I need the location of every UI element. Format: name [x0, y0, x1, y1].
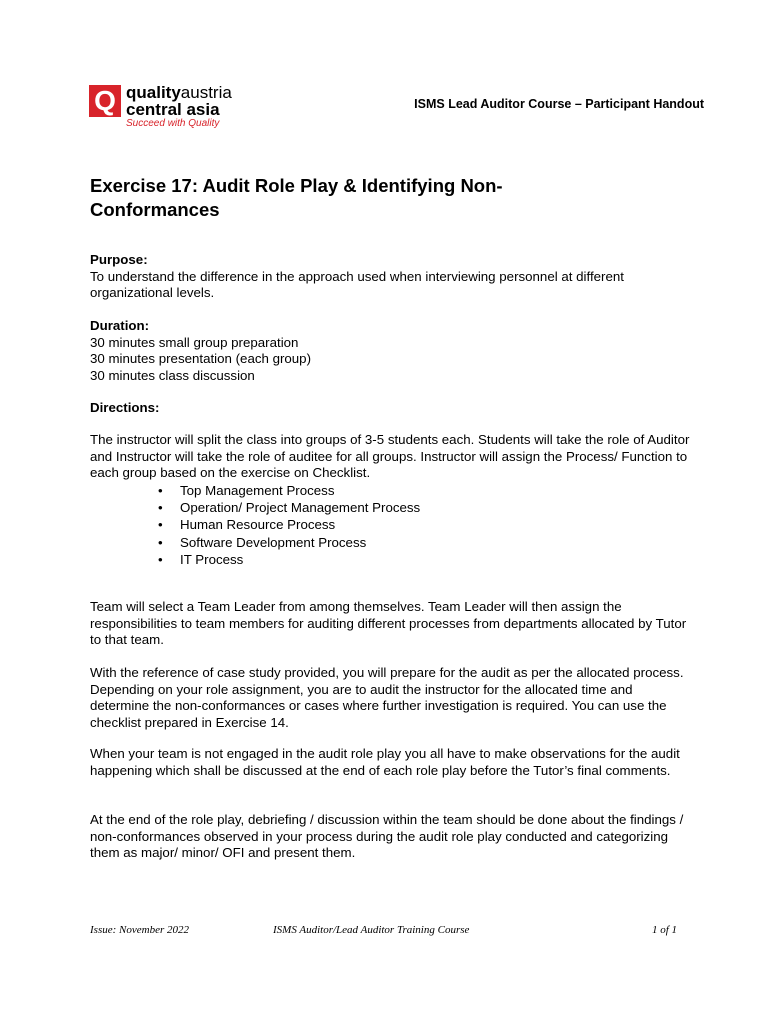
directions-intro: The instructor will split the class into groups of 3-5 students each. Students will take the role of Auditor and Instructor will take the role of auditee for all groups. Instructor will assign the Process/ Function to each group based on the exercise on Checklist.	[90, 432, 690, 481]
footer-page-number: 1 of 1	[651, 924, 677, 936]
duration-section	[90, 318, 690, 384]
process-list-item: • Human Resource Process	[156, 516, 420, 533]
team-leader-paragraph: Team will select a Team Leader from among themselves. Team Leader will then assign the responsibilities to team members for auditing different processes from departments allocated by Tutor to that team.	[90, 599, 687, 648]
duration-item: 30 minutes class discussion	[90, 367, 255, 383]
duration-heading: Duration:	[90, 318, 150, 333]
quality-austria-logo	[89, 84, 264, 134]
process-list-item: • Software Development Process	[156, 534, 420, 551]
process-list-item: • Top Management Process	[156, 482, 420, 499]
process-list	[156, 482, 420, 568]
purpose-section	[90, 252, 690, 302]
process-list-item: • IT Process	[156, 551, 420, 568]
case-study-paragraph: With the reference of case study provided, you will prepare for the audit as per the allocated process. Depending on your role assignment, you are to audit the instructor for the allocated time and determine the non-conformances or cases where further investigation is required. You can use the checklist prepared in Exercise 14.	[90, 665, 684, 730]
observations-paragraph: When your team is not engaged in the audit role play you all have to make observations for the audit happening which shall be discussed at the end of each role play before the Tutor’s final comments.	[90, 746, 680, 778]
logo-tagline: Succeed with Quality	[126, 118, 220, 129]
purpose-text: To understand the difference in the approach used when interviewing personnel at different organizational levels.	[90, 268, 624, 301]
logo-brand-name: qualityaustria	[126, 83, 232, 102]
logo-region: central asia	[126, 100, 220, 119]
footer-course: ISMS Auditor/Lead Auditor Training Course	[273, 924, 470, 936]
directions-heading: Directions:	[90, 400, 160, 415]
q-logo-icon: Q	[89, 85, 121, 117]
footer-issue: Issue: November 2022	[90, 924, 189, 936]
duration-item: 30 minutes presentation (each group)	[90, 351, 312, 367]
purpose-heading: Purpose:	[90, 252, 148, 267]
handout-title: ISMS Lead Auditor Course – Participant Handout	[414, 97, 704, 111]
page-title: Exercise 17: Audit Role Play & Identifying Non- Conformances	[90, 175, 503, 220]
process-list-item: • Operation/ Project Management Process	[156, 499, 420, 516]
duration-item: 30 minutes small group preparation	[90, 334, 299, 350]
debriefing-paragraph: At the end of the role play, debriefing / discussion within the team should be done about the findings / non-conformances observed in your process during the audit role play conducted and categorizing them as major/ minor/ OFI and present them.	[90, 812, 684, 861]
